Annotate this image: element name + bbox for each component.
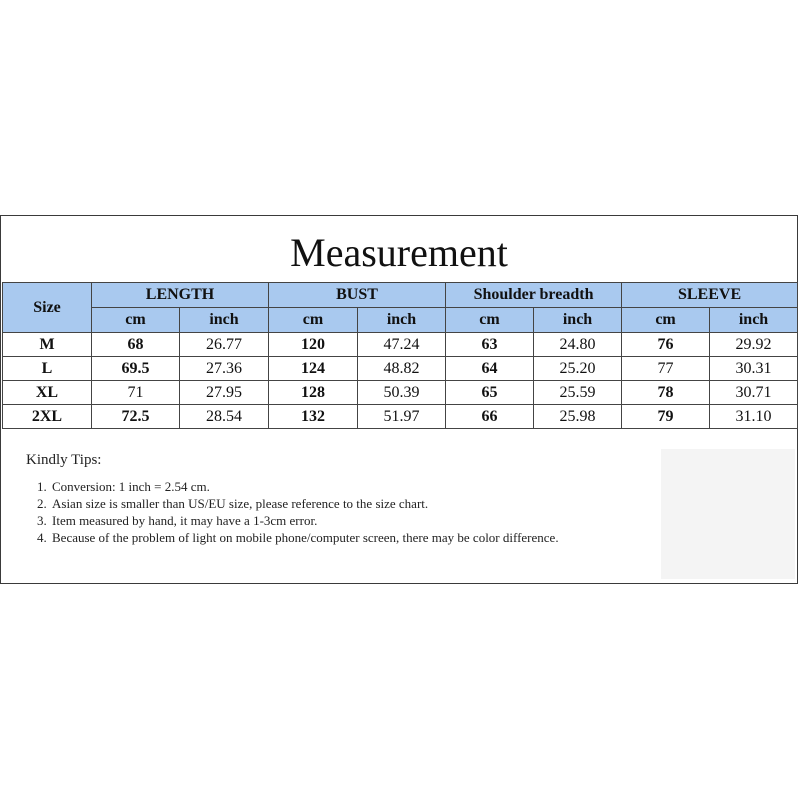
sleeve-cm-cell: 79 — [622, 405, 710, 429]
length-cm-cell: 72.5 — [92, 405, 180, 429]
sleeve-cm-cell: 77 — [622, 357, 710, 381]
size-cell: XL — [3, 381, 92, 405]
shoulder-inch-cell: 25.20 — [534, 357, 622, 381]
shoulder-inch-cell: 25.98 — [534, 405, 622, 429]
sleeve-cm-cell: 76 — [622, 333, 710, 357]
bust-cm-cell: 124 — [269, 357, 358, 381]
group-header-length: LENGTH — [92, 283, 269, 308]
sleeve-inch-cell: 29.92 — [710, 333, 798, 357]
group-header-sleeve: SLEEVE — [622, 283, 798, 308]
tip-item: 4. Because of the problem of light on mobile phone/computer screen, there may be color difference. — [50, 529, 586, 546]
sleeve-inch-cell: 30.71 — [710, 381, 798, 405]
table-row — [3, 333, 798, 357]
table-row — [3, 381, 798, 405]
shoulder-cm-cell: 64 — [446, 357, 534, 381]
size-table — [2, 282, 798, 429]
length-inch-cell: 27.95 — [180, 381, 269, 405]
unit-header-inch: inch — [358, 308, 446, 333]
bust-inch-cell: 50.39 — [358, 381, 446, 405]
shoulder-cm-cell: 63 — [446, 333, 534, 357]
tips-title: Kindly Tips: — [26, 452, 102, 468]
unit-header-cm: cm — [269, 308, 358, 333]
length-cm-cell: 69.5 — [92, 357, 180, 381]
length-cm-cell: 71 — [92, 381, 180, 405]
shoulder-inch-cell: 24.80 — [534, 333, 622, 357]
size-cell: M — [3, 333, 92, 357]
header-row-units — [3, 308, 798, 333]
unit-header-cm: cm — [446, 308, 534, 333]
kindly-tips — [26, 452, 586, 546]
size-cell: L — [3, 357, 92, 381]
group-header-shoulder: Shoulder breadth — [446, 283, 622, 308]
unit-header-inch: inch — [710, 308, 798, 333]
sleeve-inch-cell: 31.10 — [710, 405, 798, 429]
size-header: Size — [3, 283, 92, 333]
sleeve-inch-cell: 30.31 — [710, 357, 798, 381]
bust-cm-cell: 128 — [269, 381, 358, 405]
header-row-groups — [3, 283, 798, 308]
chart-title: Measurement — [290, 230, 508, 275]
length-inch-cell: 28.54 — [180, 405, 269, 429]
unit-header-cm: cm — [622, 308, 710, 333]
shoulder-cm-cell: 66 — [446, 405, 534, 429]
size-cell: 2XL — [3, 405, 92, 429]
shoulder-cm-cell: 65 — [446, 381, 534, 405]
unit-header-inch: inch — [180, 308, 269, 333]
group-header-bust: BUST — [269, 283, 446, 308]
background-shade — [661, 449, 795, 579]
table-row — [3, 357, 798, 381]
sleeve-cm-cell: 78 — [622, 381, 710, 405]
length-inch-cell: 26.77 — [180, 333, 269, 357]
bust-cm-cell: 120 — [269, 333, 358, 357]
length-cm-cell: 68 — [92, 333, 180, 357]
bust-inch-cell: 47.24 — [358, 333, 446, 357]
shoulder-inch-cell: 25.59 — [534, 381, 622, 405]
tip-item: 3. Item measured by hand, it may have a 1-3cm error. — [50, 512, 586, 529]
tips-list — [26, 478, 586, 546]
bust-cm-cell: 132 — [269, 405, 358, 429]
unit-header-cm: cm — [92, 308, 180, 333]
bust-inch-cell: 51.97 — [358, 405, 446, 429]
unit-header-inch: inch — [534, 308, 622, 333]
tip-item: 2. Asian size is smaller than US/EU size, please reference to the size chart. — [50, 495, 586, 512]
bust-inch-cell: 48.82 — [358, 357, 446, 381]
length-inch-cell: 27.36 — [180, 357, 269, 381]
table-row — [3, 405, 798, 429]
size-chart — [0, 215, 798, 584]
tip-item: 1. Conversion: 1 inch = 2.54 cm. — [50, 478, 586, 495]
